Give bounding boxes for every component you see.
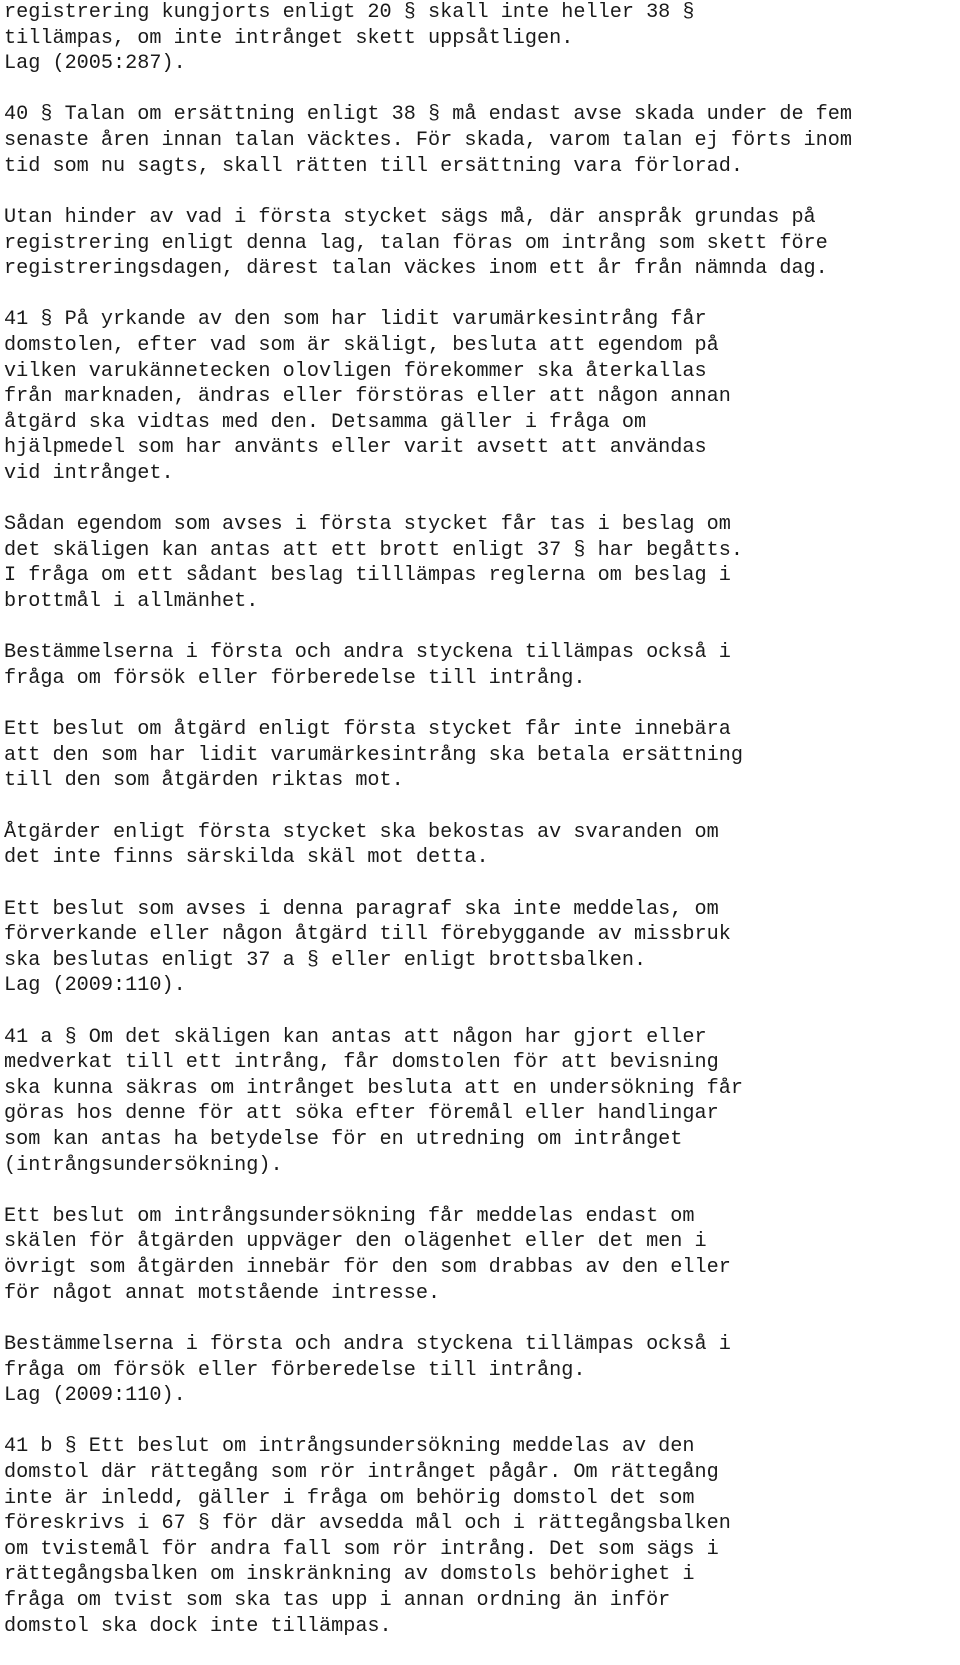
paragraph — [4, 205, 954, 282]
text-line: övrigt som åtgärden innebär för den som drabbas av den eller — [4, 1256, 731, 1280]
text-line: det inte finns särskilda skäl mot detta. — [4, 846, 489, 870]
text-line: förverkande eller någon åtgärd till förebyggande av missbruk — [4, 923, 731, 947]
text-line: domstolen, efter vad som är skäligt, besluta att egendom på — [4, 334, 719, 357]
text-line: Ett beslut om åtgärd enligt första stycket får inte innebära — [4, 718, 731, 742]
text-line: 41 a § Om det skäligen kan antas att någon har gjort eller — [4, 1025, 707, 1049]
paragraph — [4, 897, 954, 999]
text-line: inte är inledd, gäller i fråga om behörig domstol det som — [4, 1486, 695, 1510]
text-line: fråga om tvist som ska tas upp i annan ordning än inför — [4, 1588, 671, 1612]
text-line: 41 b § Ett beslut om intrångsundersökning meddelas av den — [4, 1435, 695, 1459]
text-line: tillämpas, om inte intrånget skett uppsåtligen. — [4, 26, 574, 50]
text-line: ska kunna säkras om intrånget besluta att en undersökning får — [4, 1076, 743, 1100]
text-line: fråga om försök eller förberedelse till intrång. — [4, 666, 586, 690]
text-line: senaste åren innan talan väcktes. För skada, varom talan ej förts inom — [4, 129, 853, 153]
text-line: hjälpmedel som har använts eller varit avsett att användas — [4, 436, 707, 460]
paragraph — [4, 640, 954, 691]
paragraph — [4, 820, 954, 871]
text-line: Lag (2009:110). — [4, 1384, 186, 1408]
text-line: Bestämmelserna i första och andra styckena tillämpas också i — [4, 641, 731, 665]
paragraph — [4, 1204, 954, 1306]
text-line: domstol ska dock inte tillämpas. — [4, 1614, 392, 1638]
text-line: Åtgärder enligt första stycket ska bekostas av svaranden om — [4, 820, 719, 844]
text-line: det skäligen kan antas att ett brott enligt 37 § har begåtts. — [4, 538, 743, 562]
text-line: åtgärd ska vidtas med den. Detsamma gäller i fråga om — [4, 410, 647, 434]
text-line: vid intrånget. — [4, 461, 174, 485]
text-line: 41 § På yrkande av den som har lidit varumärkesintrång får — [4, 308, 707, 332]
text-line: registrering kungjorts enligt 20 § skall inte heller 38 § — [4, 1, 695, 24]
text-line: ska beslutas enligt 37 a § eller enligt brottsbalken. — [4, 948, 647, 972]
text-line: Lag (2005:287). — [4, 52, 186, 76]
text-line: medverkat till ett intrång, får domstolen för att bevisning — [4, 1051, 719, 1075]
paragraph — [4, 0, 954, 77]
text-line: rättegångsbalken om inskränkning av domstols behörighet i — [4, 1563, 695, 1587]
text-line: domstol där rättegång som rör intrånget pågår. Om rättegång — [4, 1460, 719, 1484]
text-line: 40 § Talan om ersättning enligt 38 § må endast avse skada under de fem — [4, 103, 853, 127]
text-line: vilken varukännetecken olovligen förekommer ska återkallas — [4, 359, 707, 383]
text-line: tid som nu sagts, skall rätten till ersättning vara förlorad. — [4, 154, 743, 178]
document-body — [4, 0, 954, 1665]
text-line: Sådan egendom som avses i första stycket får tas i beslag om — [4, 513, 731, 537]
text-line: Utan hinder av vad i första stycket sägs må, där anspråk grundas på — [4, 205, 816, 229]
text-line: Ett beslut som avses i denna paragraf ska inte meddelas, om — [4, 897, 719, 921]
text-line: från marknaden, ändras eller förstöras eller att någon annan — [4, 385, 731, 409]
text-line: om tvistemål för andra fall som rör intrång. Det som sägs i — [4, 1537, 719, 1561]
text-line: Bestämmelserna i första och andra styckena tillämpas också i — [4, 1332, 731, 1356]
text-line: skälen för åtgärden uppväger den olägenhet eller det men i — [4, 1230, 707, 1254]
text-line: I fråga om ett sådant beslag tilllämpas reglerna om beslag i — [4, 564, 731, 588]
text-line: registrering enligt denna lag, talan föras om intrång som skett före — [4, 231, 828, 255]
paragraph — [4, 717, 954, 794]
paragraph — [4, 102, 954, 179]
text-line: föreskrivs i 67 § för där avsedda mål och i rättegångsbalken — [4, 1512, 731, 1536]
text-line: Ett beslut om intrångsundersökning får meddelas endast om — [4, 1204, 695, 1228]
paragraph — [4, 1025, 954, 1179]
text-line: göras hos denne för att söka efter föremål eller handlingar — [4, 1102, 719, 1126]
text-line: registreringsdagen, därest talan väckes inom ett år från nämnda dag. — [4, 257, 828, 281]
text-line: brottmål i allmänhet. — [4, 590, 259, 614]
text-line: för något annat motstående intresse. — [4, 1281, 441, 1305]
text-line: (intrångsundersökning). — [4, 1153, 283, 1177]
text-line: till den som åtgärden riktas mot. — [4, 769, 404, 793]
text-line: fråga om försök eller förberedelse till intrång. — [4, 1358, 586, 1382]
paragraph — [4, 1332, 954, 1409]
text-line: som kan antas ha betydelse för en utredning om intrånget — [4, 1127, 683, 1151]
paragraph — [4, 1434, 954, 1639]
paragraph — [4, 512, 954, 614]
text-line: att den som har lidit varumärkesintrång ska betala ersättning — [4, 743, 743, 767]
paragraph — [4, 307, 954, 486]
text-line: Lag (2009:110). — [4, 974, 186, 998]
